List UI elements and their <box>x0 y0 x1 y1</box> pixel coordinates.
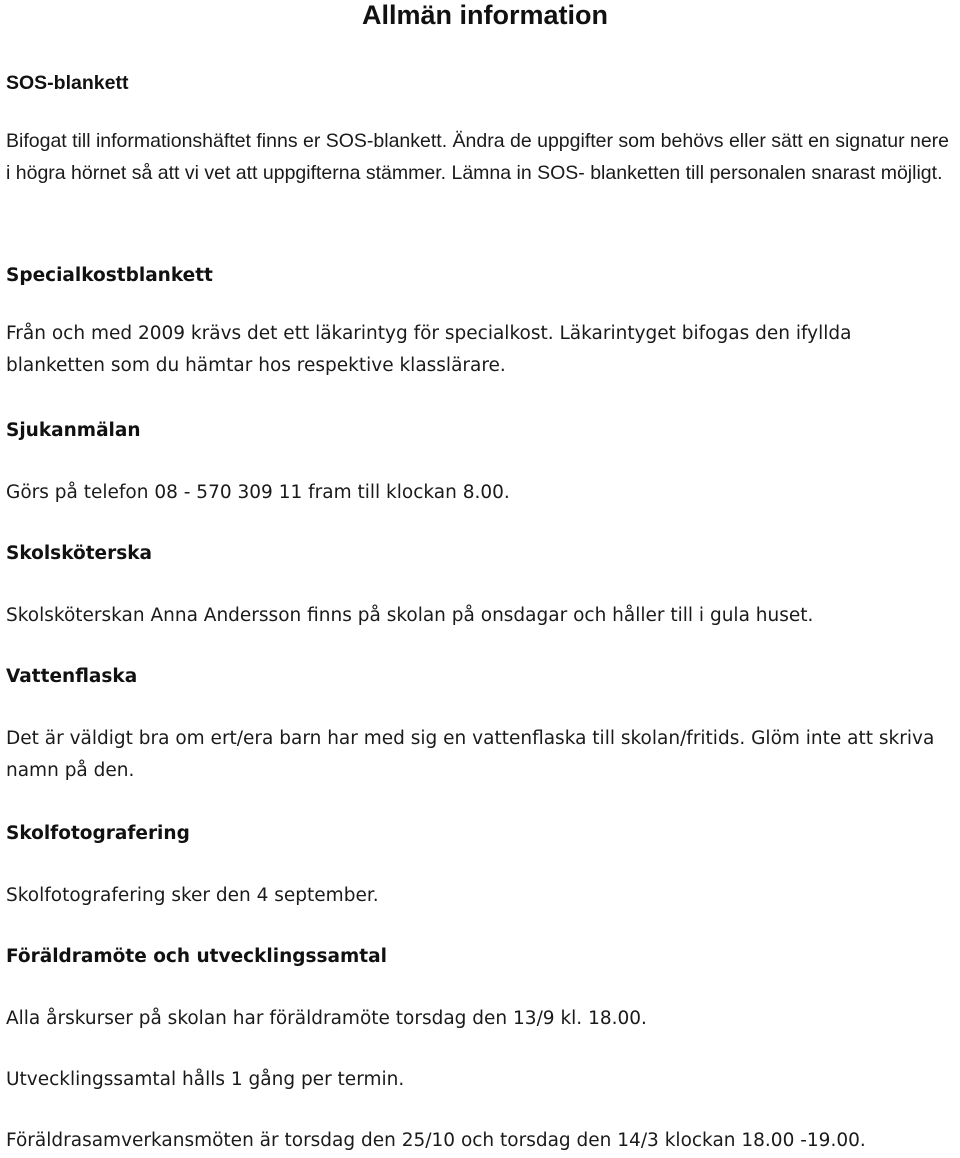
paragraph-foraldramote: Alla årskurser på skolan har föräldramöte torsdag den 13/9 kl. 18.00. <box>6 1008 647 1029</box>
paragraph-utvecklingssamtal: Utvecklingssamtal hålls 1 gång per termin. <box>6 1069 405 1090</box>
page-title: Allmän information <box>361 0 608 30</box>
heading-foraldramote: Föräldramöte och utvecklingssamtal <box>6 946 387 967</box>
paragraph-skolfotografering: Skolfotografering sker den 4 september. <box>6 885 379 906</box>
heading-specialkostblankett: Specialkostblankett <box>6 265 213 286</box>
heading-sjukanmalan: Sjukanmälan <box>6 420 141 441</box>
paragraph-sos-blankett: Bifogat till informationshäftet finns er SOS-blankett. Ändra de uppgifter som behövs eller sätt en signatur nere i högra hörnet så att vi vet att uppgifterna stämmer. Lämna in SOS- blanketten till personalen snarast möjligt. <box>6 130 950 184</box>
paragraph-foraldrasamverkansmoten: Föräldrasamverkansmöten är torsdag den 25/10 och torsdag den 14/3 klockan 18.00 -19.00. <box>6 1130 866 1151</box>
paragraph-vattenflaska: Det är väldigt bra om ert/era barn har med sig en vattenflaska till skolan/fritids. Glöm inte att skriva namn på den. <box>6 728 935 781</box>
paragraph-skolskoterska: Skolsköterskan Anna Andersson finns på skolan på onsdagar och håller till i gula huset. <box>6 605 814 626</box>
heading-sos-blankett: SOS-blankett <box>6 72 129 94</box>
heading-skolfotografering: Skolfotografering <box>6 823 190 844</box>
paragraph-sjukanmalan: Görs på telefon 08 - 570 309 11 fram till klockan 8.00. <box>6 482 510 503</box>
heading-skolskoterska: Skolsköterska <box>6 543 153 564</box>
heading-vattenflaska: Vattenflaska <box>6 666 138 687</box>
paragraph-specialkostblankett: Från och med 2009 krävs det ett läkarintyg för specialkost. Läkarintyget bifogas den ifyllda blanketten som du hämtar hos respektive klasslärare. <box>6 323 852 376</box>
